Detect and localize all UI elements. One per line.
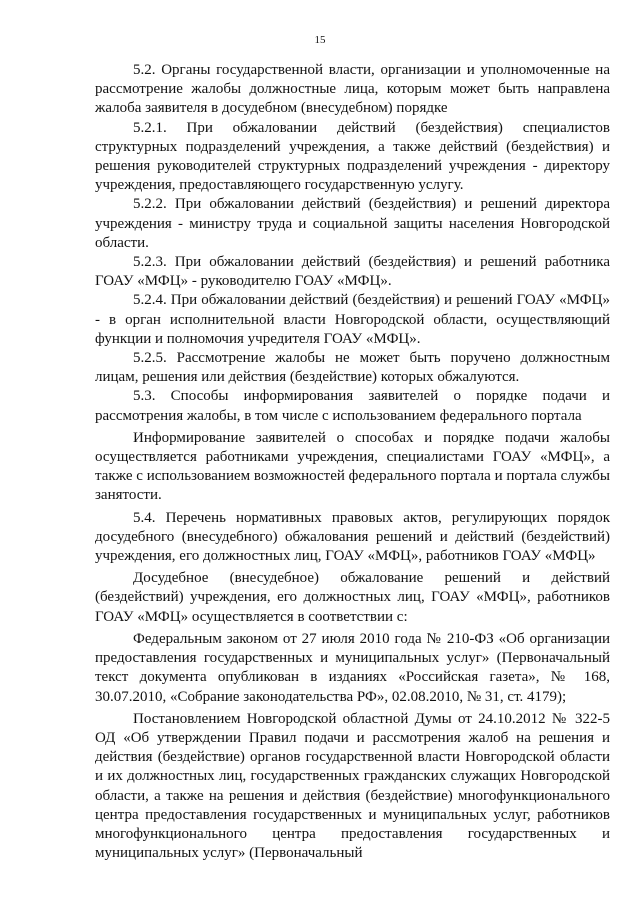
- paragraph-5-2-3: 5.2.3. При обжаловании действий (бездействия) и решений работника ГОАУ «МФЦ» - руководителю ГОАУ «МФЦ».: [95, 254, 610, 290]
- paragraph-5-4: 5.4. Перечень нормативных правовых актов, регулирующих порядок досудебного (внесудебного) обжалования решений и действий (бездействий) учреждения, его должностных лиц, ГОАУ «МФЦ», работников ГОАУ «МФЦ»: [95, 509, 610, 565]
- paragraph-5-2-4: 5.2.4. При обжаловании действий (бездействия) и решений ГОАУ «МФЦ» - в орган исполнительной власти Новгородской области, осуществляющий функции и полномочия учредителя ГОАУ «МФЦ».: [95, 292, 610, 347]
- paragraph-5-2-5: 5.2.5. Рассмотрение жалобы не может быть поручено должностным лицам, решения или действия (бездействие) которых обжалуются.: [95, 350, 610, 386]
- paragraph-5-3: 5.3. Способы информирования заявителей о порядке подачи и рассмотрения жалобы, в том числе с использованием федерального портала: [95, 388, 610, 424]
- page-number: 15: [314, 34, 326, 46]
- paragraph-regional-resolution: Постановлением Новгородской областной Думы от 24.10.2012 № 322-5 ОД «Об утверждении Правил подачи и рассмотрения жалоб на решения и действия (бездействие) органов государственной власти Новгородской области и их должностных лиц, государственных гражданских служащих Новгородской области, а также на решения и действия (бездействие) многофункционального центра предоставления государственных и муниципальных услуг, работников многофункционального центра предоставления государственных и муниципальных услуг» (Первоначальный: [95, 710, 610, 862]
- paragraph-5-2-1: 5.2.1. При обжаловании действий (бездействия) специалистов структурных подразделений учреждения, а также действий (бездействия) и решения руководителей структурных подразделений учреждения - директору учреждения, предоставляющего государственную услугу.: [95, 119, 610, 194]
- paragraph-federal-law: Федеральным законом от 27 июля 2010 года № 210-ФЗ «Об организации предоставления государственных и муниципальных услуг» (Первоначальный текст документа опубликован в изданиях «Российская газета», № 168, 30.07.2010, «Собрание законодательства РФ», 02.08.2010, № 31, ст. 4179);: [95, 630, 610, 705]
- document-body: [95, 61, 610, 863]
- paragraph-appeal-basis: Досудебное (внесудебное) обжалование решений и действий (бездействий) учреждения, его должностных лиц, ГОАУ «МФЦ», работников ГОАУ «МФЦ» осуществляется в соответствии с:: [95, 570, 610, 625]
- paragraph-informing: Информирование заявителей о способах и порядке подачи жалобы осуществляется работниками учреждения, специалистами ГОАУ «МФЦ», а также с использованием возможностей федерального портала и портала службы занятости.: [95, 429, 610, 504]
- paragraph-5-2: 5.2. Органы государственной власти, организации и уполномоченные на рассмотрение жалобы должностные лица, которым может быть направлена жалоба заявителя в досудебном (внесудебном) порядке: [95, 62, 610, 117]
- paragraph-5-2-2: 5.2.2. При обжаловании действий (бездействия) и решений директора учреждения - министру труда и социальной защиты населения Новгородской области.: [95, 196, 610, 251]
